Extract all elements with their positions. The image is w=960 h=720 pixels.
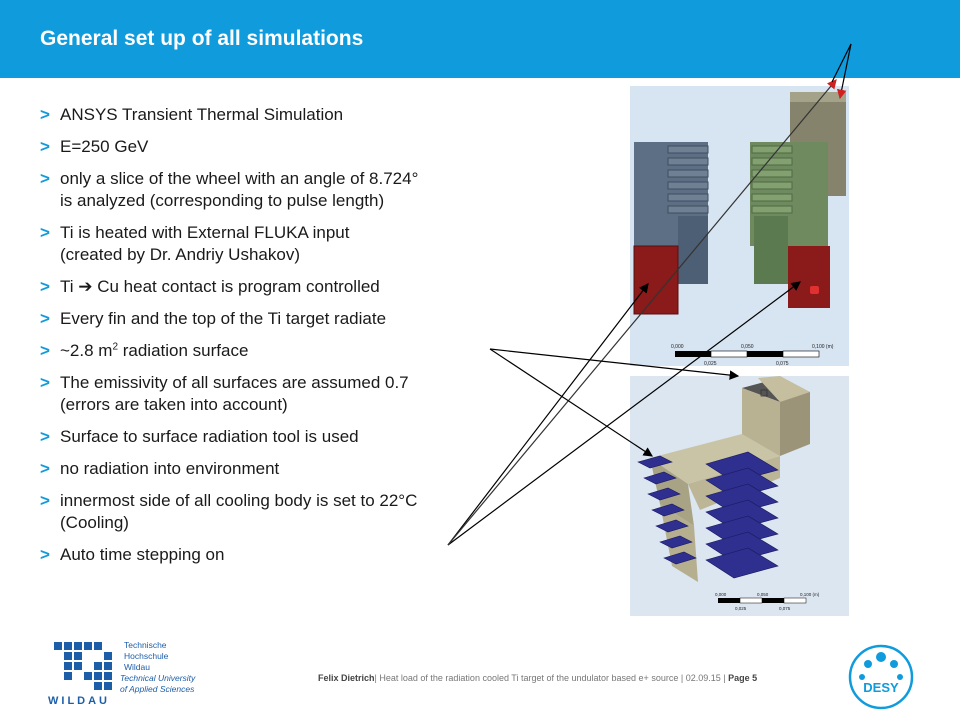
scale-label: 0,050	[741, 344, 754, 350]
desy-wordmark: DESY	[863, 680, 899, 695]
bullet-marker: >	[40, 169, 50, 188]
scale-bar-2	[718, 598, 806, 603]
front-view-drawing	[630, 86, 849, 366]
bullet-marker: >	[40, 373, 50, 392]
bullet-text: radiation surface	[118, 341, 249, 360]
scale-label: 0,075	[779, 606, 791, 611]
footer-talk-title: Heat load of the radiation cooled Ti target of the undulator based e+ source	[376, 673, 679, 683]
footer-text: Felix Dietrich| Heat load of the radiation cooled Ti target of the undulator based e+ source | 02.09.15 | Page 5	[318, 673, 758, 683]
simulation-front-view-image	[630, 86, 849, 366]
bullet-text-continued: (created by Dr. Andriy Ushakov)	[60, 245, 300, 264]
th-wildau-logo-mark	[46, 636, 216, 708]
bullet-marker: >	[40, 341, 50, 360]
bullet-marker: >	[40, 491, 50, 510]
bullet-marker: >	[40, 545, 50, 564]
bullet-marker: >	[40, 459, 50, 478]
bullet-text: Ti is heated with External FLUKA input	[60, 223, 350, 242]
bullet-text: E=250 GeV	[60, 137, 149, 156]
bullet-list	[40, 104, 500, 576]
bullet-text: Ti ➔ Cu heat contact is program controlled	[60, 277, 380, 296]
logo-text-line: Technische	[124, 640, 167, 650]
bullet-item	[40, 308, 500, 330]
desy-logo-mark	[848, 644, 914, 710]
bullet-marker: >	[40, 105, 50, 124]
scale-label: 0,100 (m)	[800, 592, 820, 597]
bullet-text: Auto time stepping on	[60, 545, 225, 564]
scale-label: 0,025	[735, 606, 747, 611]
bullet-marker: >	[40, 277, 50, 296]
bullet-text-continued: (Cooling)	[60, 513, 129, 532]
bullet-item	[40, 168, 500, 212]
bullet-text: no radiation into environment	[60, 459, 280, 478]
slide-title: General set up of all simulations	[40, 27, 364, 50]
bullet-item	[40, 222, 500, 266]
scale-label: 0,100 (m)	[812, 344, 834, 350]
bullet-item	[40, 458, 500, 480]
logo-text-line: Wildau	[124, 662, 150, 672]
logo-wordmark: WILDAU	[48, 695, 110, 707]
bullet-marker: >	[40, 427, 50, 446]
scale-bar	[675, 351, 819, 357]
bullet-item	[40, 276, 500, 298]
bullet-text: Surface to surface radiation tool is used	[60, 427, 359, 446]
bullet-marker: >	[40, 309, 50, 328]
bullet-item	[40, 340, 500, 362]
bullet-text: Every fin and the top of the Ti target radiate	[60, 309, 387, 328]
simulation-3d-view-image	[630, 376, 849, 616]
arrow-to-fin-radiate	[490, 349, 652, 456]
bullet-text: innermost side of all cooling body is set to 22°C	[60, 491, 418, 510]
scale-label: 0,050	[757, 592, 769, 597]
bullet-item	[40, 104, 500, 126]
hot-spot-marker	[810, 286, 819, 294]
bullet-text: ~2.8 m	[60, 341, 113, 360]
bullet-item	[40, 136, 500, 158]
right-stem	[754, 216, 788, 284]
logo-text-line: of Applied Sciences	[120, 684, 195, 694]
bullet-text: The emissivity of all surfaces are assumed 0.7	[60, 373, 409, 392]
desy-logo	[848, 644, 914, 710]
scale-label: 0,000	[671, 344, 684, 350]
bullet-item	[40, 372, 500, 416]
scale-label: 0,025	[704, 361, 717, 366]
bullet-marker: >	[40, 223, 50, 242]
bullet-marker: >	[40, 137, 50, 156]
bullet-text: only a slice of the wheel with an angle of 8.724°	[60, 169, 419, 188]
logo-text-line: Hochschule	[124, 651, 169, 661]
left-stem	[678, 216, 708, 284]
bullet-item	[40, 544, 500, 566]
iso-view-drawing	[630, 376, 849, 616]
bullet-text-continued: (errors are taken into account)	[60, 395, 288, 414]
superscript: 2	[112, 341, 119, 353]
bullet-item	[40, 490, 500, 534]
fins-right	[706, 452, 778, 578]
scale-label: 0,000	[715, 592, 727, 597]
left-ti-target	[634, 246, 678, 314]
scale-label: 0,075	[776, 361, 789, 366]
th-wildau-logo	[46, 636, 216, 708]
bullet-item	[40, 426, 500, 448]
footer-author: Felix Dietrich	[318, 673, 375, 683]
logo-text-line: Technical University	[120, 673, 196, 683]
bullet-text-continued: is analyzed (corresponding to pulse length)	[60, 191, 385, 210]
footer-date: 02.09.15	[685, 673, 721, 683]
bullet-text: ANSYS Transient Thermal Simulation	[60, 105, 344, 124]
footer-page-number: Page 5	[728, 673, 758, 683]
right-ti-target	[788, 246, 830, 308]
